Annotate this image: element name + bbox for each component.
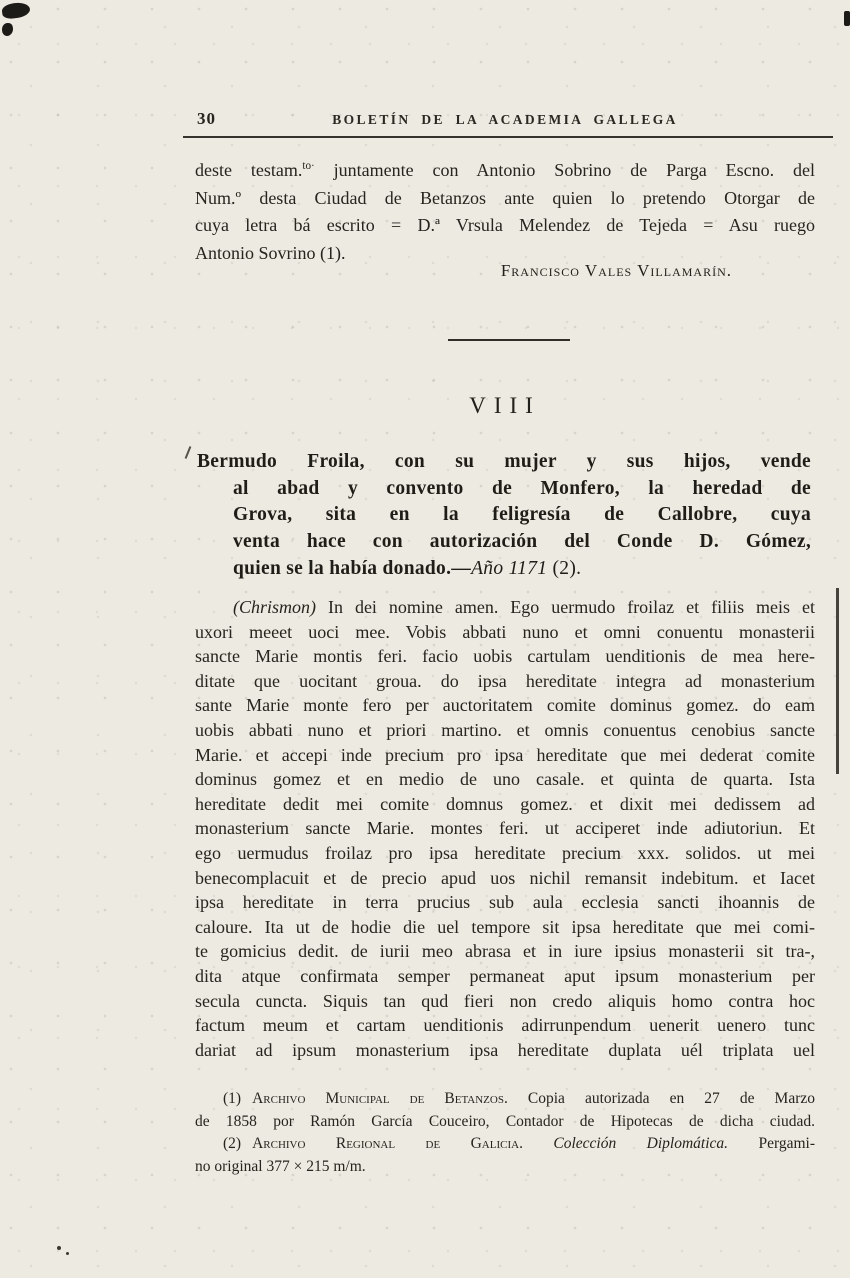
footnote-reference: (2). [547,557,582,579]
section-divider [448,339,570,341]
body-line: hereditate dedit mei comite domnus gomez. et dixit mei dedissem ad [195,793,815,814]
body-line: secula cuncta. Siquis tan qud fieri non credo aliquis homo contra hoc [195,990,815,1011]
heading-line: Grova, sita en la feligresía de Callobre, cuya [233,504,811,526]
footnote-line: no original 377 × 215 m/m. [195,1157,366,1175]
archive-name: Archivo Municipal de Betanzos. [252,1090,508,1107]
journal-title: BOLETÍN DE LA ACADEMIA GALLEGA [332,112,678,127]
text-line: Antonio Sovrino (1). [195,242,346,263]
archive-name: Archivo Regional de Galicia. [252,1135,523,1153]
document-body [195,595,815,1062]
pen-mark [185,446,192,459]
text-line: cuya letra bá escrito = D.ª Vrsula Melendez de Tejeda = Asu ruego [195,215,815,236]
text-line: Num.º desta Ciudad de Betanzos ante quien lo pretendo Otorgar de [195,187,815,208]
edge-mark [844,11,850,26]
body-line: benecomplacuit et de precio apud uos nichil remansit indebitum. et Iacet [195,867,815,888]
text-segment: juntamente con Antonio Sobrino de Parga Escno. del [314,160,815,180]
ink-blot [2,23,13,36]
page-header [195,111,815,129]
footnote-marker: (2) [223,1135,242,1153]
body-line: dita atque confirmata semper permaneat aput ipsum monasterium per [195,965,815,986]
body-line: Marie. et accepi inde precium pro ipsa hereditate que mei dederat comite [195,744,815,765]
section-number: VIII [469,393,541,418]
body-line [195,595,815,620]
text-segment: Pergami- [728,1135,815,1153]
ink-speck [57,1246,61,1250]
body-line: uxori meeet uoci mee. Vobis abbati nuno et omni conuentu monasterii [195,621,815,642]
heading-line: venta hace con autorización del Conde D. Gómez, [233,531,811,553]
body-line: dominus gomez et en medio de uno casale. et quinta de quarta. Ista [195,769,815,790]
document-year: Año 1171 [471,557,548,579]
ink-blot [1,1,31,20]
text-line [195,157,815,185]
header-rule [183,136,833,138]
scan-line-artifact [836,588,839,774]
heading-line [197,556,811,583]
body-line: ego uermudus froilaz pro ipsa hereditate precium xxx. solidos. ut mei [195,842,815,863]
footnotes [195,1088,815,1178]
footnote-line: de 1858 por Ramón García Couceiro, Contador de Hipotecas de dicha ciudad. [195,1112,815,1130]
body-lines [195,620,815,1063]
heading-text: quien se la había donado.— [233,557,472,579]
body-line: caloure. Ita ut de hodie die uel tempore sit ipsa hereditate que mei comi- [195,916,815,937]
footnote-line [195,1133,815,1156]
body-line: sancte Marie montis feri. facio uobis cartulam uenditionis de mea here- [195,646,815,667]
body-line: monasterium sancte Marie. montes feri. ut acciperet inde adiutoriun. Et [195,818,815,839]
text-column [195,0,815,1278]
text-segment: In dei nomine amen. Ego uermudo froilaz et filiis meis et [327,597,815,617]
body-line: factum meum et cartam uenditionis adirrunpendum uenerit uenero tunc [195,1015,815,1036]
footnote-line [195,1088,815,1111]
body-line: te gomicius dedit. de iurii meo abrasa et in iure ipsius monasterii sit tra-, [195,941,815,962]
page-number: 30 [197,109,216,128]
footnote-marker: (1) [223,1090,242,1107]
work-title: Colección Diplomática. [553,1135,729,1153]
author-signature: Francisco Vales Villamarín. [500,261,732,280]
text-segment: Copia autorizada en 27 de Marzo [507,1090,815,1107]
heading-line: al abad y convento de Monfero, la heredad de [233,477,811,499]
body-line: uobis abbati nuno et priori martino. et omnis conuentus cenobius sancte [195,719,815,740]
text-segment: deste testam. [195,160,303,180]
chrismon-note: (Chrismon) [233,597,317,617]
superscript-abbreviation: to· [302,160,315,172]
document-heading [197,449,811,583]
body-line: ipsa hereditate in terra prucius sub aula ecclesia sancti ihoannis de [195,892,815,913]
ink-speck [66,1252,69,1255]
closing-paragraph [195,157,815,267]
heading-line: Bermudo Froila, con su mujer y sus hijos, vende [197,451,811,472]
body-line: dariat ad ipsum monasterium ipsa hereditate duplata uél triplata uel [195,1039,815,1060]
body-line: sante Marie monte fero per auctoritatem comite dominus gomez. do eam [195,695,815,716]
body-line: ditate que uocitant groua. do ipsa hereditate integra ad monasterium [195,670,815,691]
